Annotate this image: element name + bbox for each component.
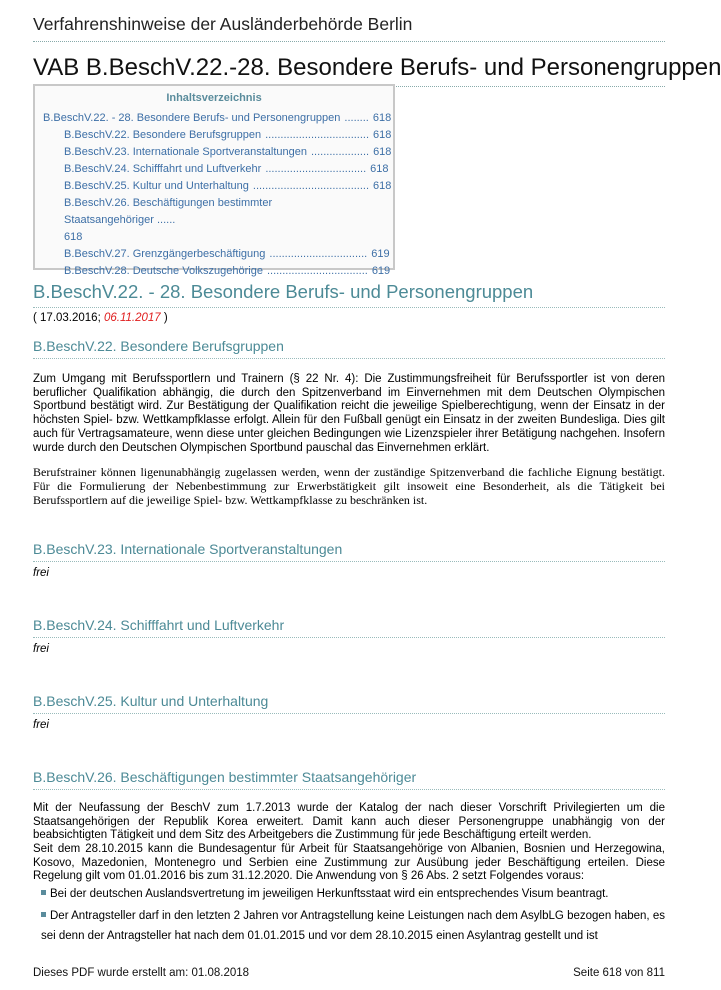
heading-24: B.BeschV.24. Schifffahrt und Luftverkehr <box>33 617 665 638</box>
updated-date: 06.11.2017 <box>103 312 161 324</box>
table-of-contents <box>33 84 395 277</box>
toc-entry-25[interactable]: B.BeschV.25. Kultur und Unterhaltung ...................................... 618 <box>64 180 392 192</box>
heading-22: B.BeschV.22. Besondere Berufsgruppen <box>33 338 665 359</box>
paragraph-26-2: Seit dem 28.10.2015 kann die Bundesagentur für Arbeit für Staatsangehörige von Albanien, Bosnien und Herzegowina, Kosovo, Mazedonien, Montenegro und Serbien eine Zustimmung zur Ausübung jeder Beschäftigung erteilen. Diese Regelung gilt vom 01.01.2016 bis zum 31.12.2020. Die Anwendung von § 26 Abs. 2 setzt Folgendes voraus: <box>33 843 665 883</box>
paragraph-22-2: Berufstrainer können ligenunabhängig zugelassen werden, wenn der zuständige Spitzenverband die fachliche Eignung bestätigt. Für die Formulierung der Nebenbestimmung zur Erwerbstätigkeit gilt insoweit eine Besonderheit, als die Tätigkeit bei Berufssportlern auf die jeweilige Spiel- bzw. Wettkampfklasse zu beschränken ist. <box>33 465 665 507</box>
date-line: ( 17.03.2016; 06.11.2017 ) <box>33 312 168 324</box>
list-item: Der Antragsteller darf in den letzten 2 Jahren vor Antragstellung keine Leistungen nach dem AsylbLG bezogen haben, es sei denn der Antragsteller hat nach dem 01.01.2015 und vor dem 28.10.2015 einen Asylantrag gestellt und ist <box>41 910 665 942</box>
toc-entry-28[interactable]: B.BeschV.28. Deutsche Volkszugehörige ................................. 619 <box>64 265 391 277</box>
toc-entry-24[interactable]: B.BeschV.24. Schifffahrt und Luftverkehr ................................. 618 <box>64 163 389 175</box>
paragraph-22-1: Zum Umgang mit Berufssportlern und Trainern (§ 22 Nr. 4): Die Zustimmungsfreiheit für Berufssportler ist von deren beruflicher Qualifikation abhängig, die durch den Spitzenverband im Einvernehmen mit dem Deutschen Olympischen Sportbund bestätigt wird. Zur Bestätigung der Qualifikation reicht die jeweilige Spielberechtigung, wenn der Einsatz in der höchsten Spiel- bzw. Wettkampfklasse erfolgt. Allein für den Fußball genügt ein Einsatz in der zweiten Bundesliga. Dies gilt auch für Vertragsamateure, wenn diese unter gleichen Bedingungen wie Lizenzspieler ihrer Betätigung nachgehen. Insofern wurde durch den Deutschen Olympischen Sportbund pauschal das Einvernehmen erklärt. <box>33 373 665 454</box>
text-24: frei <box>33 643 49 655</box>
toc-entry-23[interactable]: B.BeschV.23. Internationale Sportveranstaltungen ................... 618 <box>64 146 392 158</box>
toc-entry-26[interactable]: B.BeschV.26. Beschäftigungen bestimmter Staatsangehöriger ...... 618 <box>64 197 273 243</box>
bullet-square-icon <box>41 912 46 917</box>
text-23: frei <box>33 567 49 579</box>
running-header: Verfahrenshinweise der Ausländerbehörde Berlin <box>33 14 665 42</box>
footer-page-number: Seite 618 von 811 <box>573 967 665 979</box>
list-item: Bei der deutschen Auslandsvertretung im jeweiligen Herkunftsstaat wird ein entsprechendes Visum beantragt. <box>41 884 665 904</box>
heading-23: B.BeschV.23. Internationale Sportveranstaltungen <box>33 541 665 562</box>
heading-25: B.BeschV.25. Kultur und Unterhaltung <box>33 693 665 714</box>
toc-entry-22-28[interactable]: B.BeschV.22. - 28. Besondere Berufs- und Personengruppen ........ 618 <box>43 112 392 124</box>
text-25: frei <box>33 719 49 731</box>
bullet-square-icon <box>41 890 46 895</box>
paragraph-26-1: Mit der Neufassung der BeschV zum 1.7.2013 wurde der Katalog der nach dieser Vorschrift Privilegierten um die Staatsangehörigen der Republik Korea erweitert. Damit kann auch dieser Personengruppe unabhängig von der beabsichtigten Tätigkeit und dem Sitz des Arbeitgebers die Zustimmung für jede Beschäftigung erteilt werden. <box>33 802 665 842</box>
footer-created-date: Dieses PDF wurde erstellt am: 01.08.2018 <box>33 967 250 979</box>
toc-entry-22[interactable]: B.BeschV.22. Besondere Berufsgruppen .................................. 618 <box>64 129 392 141</box>
section-heading: B.BeschV.22. - 28. Besondere Berufs- und Personengruppen <box>33 281 665 308</box>
heading-26: B.BeschV.26. Beschäftigungen bestimmter Staatsangehöriger <box>33 769 665 790</box>
toc-heading: Inhaltsverzeichnis <box>166 92 262 104</box>
document-title: VAB B.BeschV.22.-28. Besondere Berufs- und Personengruppen <box>33 54 665 87</box>
toc-entry-27[interactable]: B.BeschV.27. Grenzgängerbeschäftigung ................................ 619 <box>64 248 390 260</box>
